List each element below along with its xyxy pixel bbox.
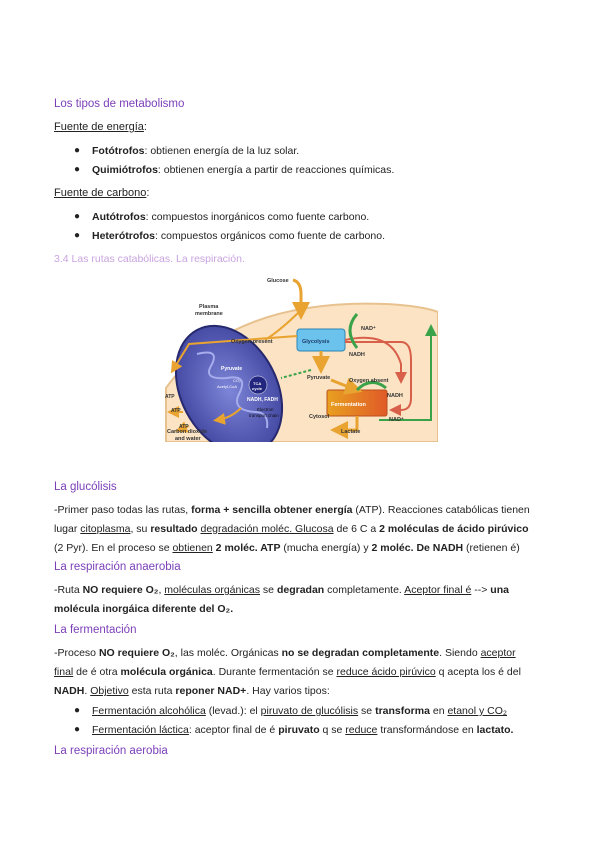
list-item: ● Quimiótrofos: obtienen energía a partir de reacciones químicas. xyxy=(74,164,395,176)
label-electron: Electron xyxy=(257,407,274,412)
cellular-respiration-diagram xyxy=(161,270,438,442)
label-carbon-dioxide: Carbon dioxide xyxy=(167,429,208,435)
glucolisis-paragraph: -Primer paso todas las rutas, forma + sencilla obtener energía (ATP). Reacciones catabólicas tienen lugar citoplasma, su resultado degradación moléc. Glucosa de 6 C a 2 moléculas de ácido pirúvico (2 Pyr). En el proceso se obtienen 2 moléc. ATP (mucha energía) y 2 moléc. De NADH (retienen é) xyxy=(54,504,530,554)
section-title: 3.4 Las rutas catabólicas. La respiración. xyxy=(54,253,245,265)
metabolism-title: Los tipos de metabolismo xyxy=(54,98,185,110)
anaerobia-paragraph: -Ruta NO requiere O₂, moléculas orgánicas se degradan completamente. Aceptor final é --> una molécula inorgáica diferente del O₂. xyxy=(54,584,509,615)
list-item: ● Autótrofos: compuestos inorgánicos como fuente carbono. xyxy=(74,211,370,223)
fermentacion-title: La fermentación xyxy=(54,624,137,636)
anaerobia-title: La respiración anaerobia xyxy=(54,561,181,573)
list-item: ● Fermentación láctica: aceptor final de é piruvato q se reduce transformándose en lactato. xyxy=(74,724,514,736)
label-cycle: cycle xyxy=(252,386,263,391)
label-atp-2: ATP xyxy=(171,408,181,414)
label-lactate: Lactate xyxy=(341,429,361,435)
label-plasma: Plasma xyxy=(199,304,219,310)
carbon-heading: Fuente de carbono: xyxy=(54,187,150,199)
label-membrane: membrane xyxy=(195,311,223,317)
label-nadh: NADH xyxy=(349,352,365,358)
label-atp-3: ATP xyxy=(179,424,189,430)
label-oxygen-present: Oxygen present xyxy=(231,339,273,345)
list-item: ● Fermentación alcohólica (levad.): el piruvato de glucólisis se transforma en etanol y CO₂ xyxy=(74,705,507,717)
label-pyruvate: Pyruvate xyxy=(307,375,331,381)
label-tca: TCA xyxy=(253,381,262,386)
label-fermentation: Fermentation xyxy=(331,402,366,408)
label-nadh-2: NADH xyxy=(387,393,403,399)
label-glucose: Glucose xyxy=(267,278,289,284)
list-item: ● Fotótrofos: obtienen energía de la luz solar. xyxy=(74,145,300,157)
label-nad-plus: NAD⁺ xyxy=(361,326,376,332)
label-co2: CO₂ xyxy=(233,378,241,383)
label-nad-plus-2: NAD⁺ xyxy=(389,417,404,423)
glucolisis-title: La glucólisis xyxy=(54,481,117,493)
label-oxygen-absent: Oxygen absent xyxy=(349,378,389,384)
label-glycolysis: Glycolysis xyxy=(302,339,330,345)
label-and-water: and water xyxy=(175,436,201,442)
fermentacion-paragraph: -Proceso NO requiere O₂, las moléc. Orgánicas no se degradan completamente. Siendo aceptor final de é otra molécula orgánica. Durante fermentación se reduce ácido pirúvico q acepta los é del NADH. Objetivo esta ruta reponer NAD+. Hay varios tipos: xyxy=(54,647,521,697)
aerobia-title: La respiración aerobia xyxy=(54,745,168,757)
list-item: ● Heterótrofos: compuestos orgánicos como fuente de carbono. xyxy=(74,230,385,242)
label-cytosol: Cytosol xyxy=(309,414,330,420)
label-pyruvate-mito: Pyruvate xyxy=(221,366,243,372)
energy-heading: Fuente de energía: xyxy=(54,121,147,133)
label-nadh-fadh: NADH, FADH xyxy=(247,397,278,403)
label-acetyl-coa: Acetyl-CoA xyxy=(217,384,238,389)
label-atp-1: ATP xyxy=(165,394,175,400)
label-transport-chain: transport chain xyxy=(249,413,279,418)
